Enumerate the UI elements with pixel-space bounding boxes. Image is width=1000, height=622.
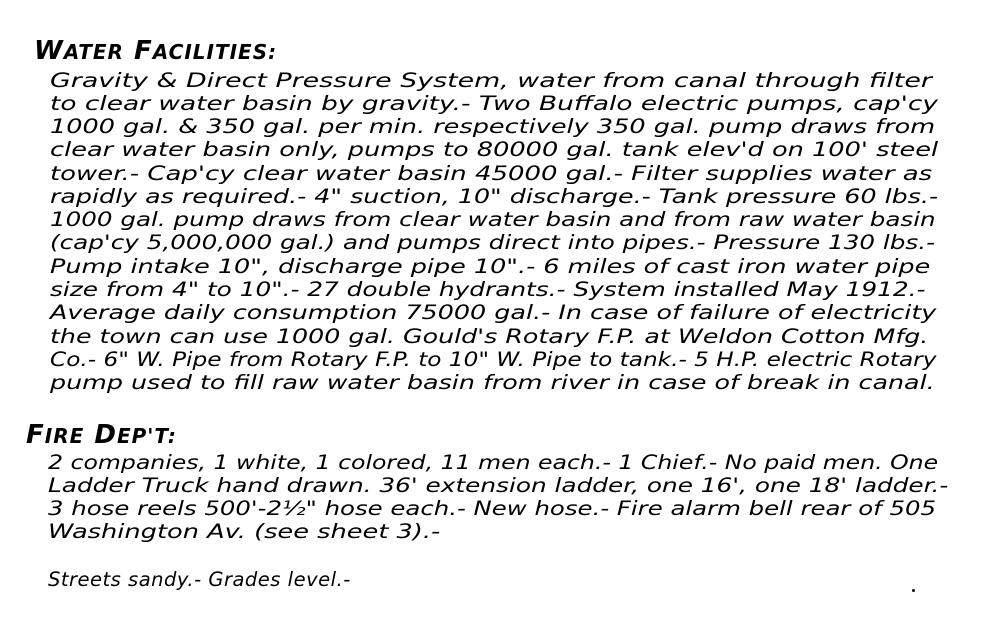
text-line: Ladder Truck hand drawn. 36' extension ladder, one 16', one 18' ladder.- [48, 474, 949, 497]
streets-note: Streets sandy.- Grades level.- [48, 568, 351, 591]
text-line: Gravity & Direct Pressure System, water from canal through filter [50, 69, 932, 92]
text-line: size from 4" to 10".- 27 double hydrants.- System installed May 1912.- [50, 278, 926, 301]
text-line: 1000 gal. & 350 gal. per min. respectively 350 gal. pump draws from [50, 115, 936, 138]
water-facilities-text [50, 70, 950, 400]
text-line: 1000 gal. pump draws from clear water basin and from raw water basin [50, 208, 936, 231]
text-line: Average daily consumption 75000 gal.- In case of failure of electricity [50, 301, 937, 324]
text-line: Pump intake 10", discharge pipe 10".- 6 miles of cast iron water pipe [50, 255, 931, 278]
water-facilities-heading [34, 38, 277, 64]
scan-speck [912, 589, 915, 592]
text-line: Co.- 6" W. Pipe from Rotary F.P. to 10" W. Pipe to tank.- 5 H.P. electric Rotary [50, 348, 937, 371]
text-line: rapidly as required.- 4" suction, 10" discharge.- Tank pressure 60 lbs.- [50, 185, 939, 208]
water-facilities-heading-text: WATER FACILITIES: [34, 36, 278, 66]
text-line: (cap'cy 5,000,000 gal.) and pumps direct into pipes.- Pressure 130 lbs.- [50, 231, 935, 254]
text-line: pump used to fill raw water basin from river in case of break in canal. [50, 371, 935, 394]
text-line: 3 hose reels 500'-2½" hose each.- New hose.- Fire alarm bell rear of 505 [48, 497, 937, 520]
text-line: to clear water basin by gravity.- Two Buffalo electric pumps, cap'cy [50, 92, 939, 115]
text-line: tower.- Cap'cy clear water basin 45000 gal.- Filter supplies water as [50, 162, 933, 185]
fire-dept-heading-text: FIRE DEP'T: [26, 420, 177, 450]
fire-dept-text [48, 452, 968, 544]
text-line: clear water basin only, pumps to 80000 gal. tank elev'd on 100' steel [50, 138, 939, 161]
text-line: the town can use 1000 gal. Gould's Rotary F.P. at Weldon Cotton Mfg. [50, 325, 929, 348]
fire-dept-heading [26, 422, 177, 448]
text-line: Washington Av. (see sheet 3).- [48, 520, 441, 543]
text-line: 2 companies, 1 white, 1 colored, 11 men each.- 1 Chief.- No paid men. One [48, 451, 939, 474]
